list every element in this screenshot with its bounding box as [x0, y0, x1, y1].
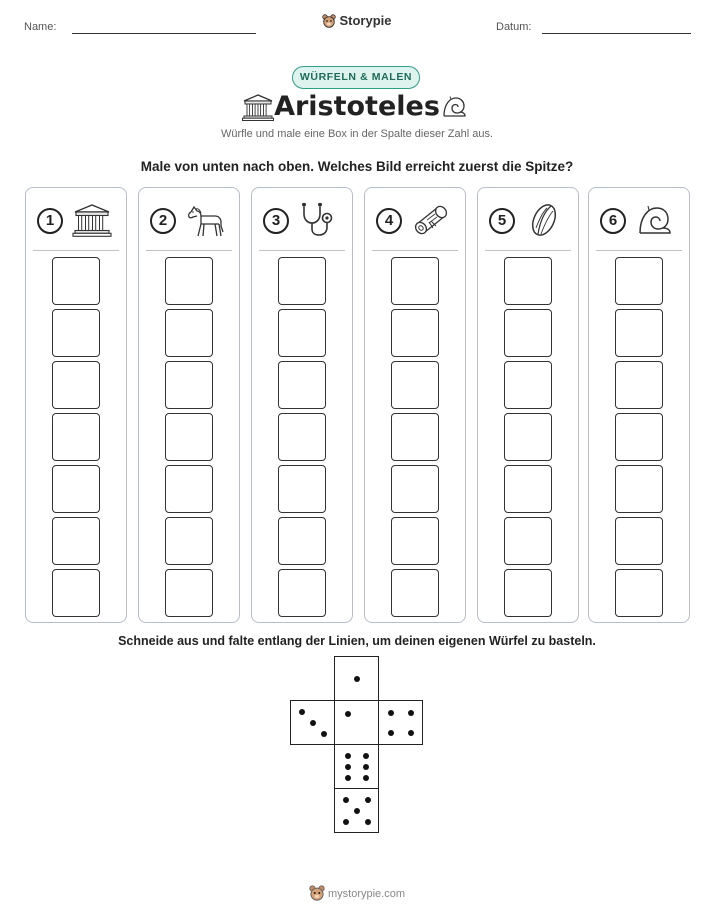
die-face-5: [334, 788, 379, 833]
pip: [408, 710, 414, 716]
pip: [343, 797, 349, 803]
pip: [299, 709, 305, 715]
die-face-3: [290, 700, 335, 745]
color-box[interactable]: [391, 309, 439, 357]
pip: [363, 764, 369, 770]
brand-name: Storypie: [339, 13, 392, 28]
pip: [310, 720, 316, 726]
color-box[interactable]: [52, 309, 100, 357]
pip: [388, 730, 394, 736]
color-box[interactable]: [504, 361, 552, 409]
subtitle: Würfle und male eine Box in der Spalte dieser Zahl aus.: [220, 128, 494, 140]
pip: [345, 764, 351, 770]
color-box[interactable]: [278, 465, 326, 513]
color-box[interactable]: [165, 465, 213, 513]
column-divider: [596, 250, 682, 251]
color-box[interactable]: [52, 517, 100, 565]
color-box[interactable]: [278, 257, 326, 305]
date-label: Datum:: [496, 21, 532, 33]
color-box[interactable]: [504, 517, 552, 565]
column-4: [364, 187, 466, 623]
column-number: 2: [150, 208, 176, 234]
color-box[interactable]: [52, 569, 100, 617]
color-box[interactable]: [52, 257, 100, 305]
die-face-4: [378, 700, 423, 745]
column-divider: [259, 250, 345, 251]
brand-logo: [0, 13, 714, 28]
column-6: [588, 187, 690, 623]
stethoscope-icon: [298, 202, 338, 238]
column-header: [26, 188, 126, 250]
pip: [408, 730, 414, 736]
shell-icon: [441, 94, 467, 120]
column-2: [138, 187, 240, 623]
column-header: [478, 188, 578, 250]
activity-badge: WÜRFELN & MALEN: [292, 66, 420, 89]
color-box[interactable]: [278, 569, 326, 617]
color-box[interactable]: [278, 413, 326, 461]
color-box[interactable]: [615, 465, 663, 513]
pip: [388, 710, 394, 716]
pip: [343, 819, 349, 825]
pip: [363, 753, 369, 759]
color-box[interactable]: [52, 465, 100, 513]
date-line[interactable]: [542, 33, 691, 34]
cut-instruction: Schneide aus und falte entlang der Linien, um deinen eigenen Würfel zu basteln.: [118, 634, 596, 648]
pip: [345, 775, 351, 781]
page-title: Aristoteles: [274, 91, 440, 122]
color-box[interactable]: [165, 257, 213, 305]
column-divider: [485, 250, 571, 251]
color-box[interactable]: [615, 257, 663, 305]
pip: [365, 819, 371, 825]
pip: [363, 775, 369, 781]
pip: [365, 797, 371, 803]
shell-icon: [635, 202, 675, 238]
name-label: Name:: [24, 21, 57, 33]
color-box[interactable]: [278, 517, 326, 565]
color-box[interactable]: [391, 569, 439, 617]
column-header: [139, 188, 239, 250]
color-box[interactable]: [391, 413, 439, 461]
color-box[interactable]: [278, 361, 326, 409]
column-number: 1: [37, 208, 63, 234]
column-divider: [33, 250, 119, 251]
color-box[interactable]: [615, 361, 663, 409]
pip: [345, 711, 351, 717]
name-line[interactable]: [72, 33, 256, 34]
die-face-1: [334, 700, 379, 745]
column-number: 6: [600, 208, 626, 234]
color-box[interactable]: [165, 309, 213, 357]
column-header: [365, 188, 465, 250]
column-3: [251, 187, 353, 623]
column-header: [589, 188, 689, 250]
column-number: 3: [263, 208, 289, 234]
color-box[interactable]: [504, 465, 552, 513]
color-box[interactable]: [391, 257, 439, 305]
seed-icon: [524, 202, 564, 238]
scroll-icon: [411, 202, 451, 238]
color-box[interactable]: [391, 517, 439, 565]
color-box[interactable]: [504, 413, 552, 461]
color-box[interactable]: [615, 569, 663, 617]
column-divider: [146, 250, 232, 251]
color-box[interactable]: [165, 413, 213, 461]
die-face-6: [334, 744, 379, 789]
column-1: [25, 187, 127, 623]
color-box[interactable]: [615, 309, 663, 357]
column-header: [252, 188, 352, 250]
color-box[interactable]: [615, 517, 663, 565]
column-number: 5: [489, 208, 515, 234]
color-box[interactable]: [165, 361, 213, 409]
color-box[interactable]: [52, 361, 100, 409]
footer: [0, 885, 714, 901]
horse-icon: [185, 202, 225, 238]
color-box[interactable]: [504, 569, 552, 617]
color-box[interactable]: [52, 413, 100, 461]
column-number: 4: [376, 208, 402, 234]
column-divider: [372, 250, 458, 251]
color-box[interactable]: [278, 309, 326, 357]
color-box[interactable]: [391, 361, 439, 409]
temple-icon: [72, 202, 112, 238]
color-box[interactable]: [165, 569, 213, 617]
column-5: [477, 187, 579, 623]
color-box[interactable]: [165, 517, 213, 565]
pip: [345, 753, 351, 759]
pip: [321, 731, 327, 737]
footer-url[interactable]: mystorypie.com: [327, 888, 406, 900]
color-box[interactable]: [504, 257, 552, 305]
color-box[interactable]: [391, 465, 439, 513]
color-box[interactable]: [615, 413, 663, 461]
pip: [354, 676, 360, 682]
die-face-1: [334, 656, 379, 701]
color-box[interactable]: [504, 309, 552, 357]
instruction: Male von unten nach oben. Welches Bild erreicht zuerst die Spitze?: [140, 159, 574, 174]
bear-icon: [309, 885, 325, 901]
bear-icon: [322, 14, 336, 28]
pip: [354, 808, 360, 814]
